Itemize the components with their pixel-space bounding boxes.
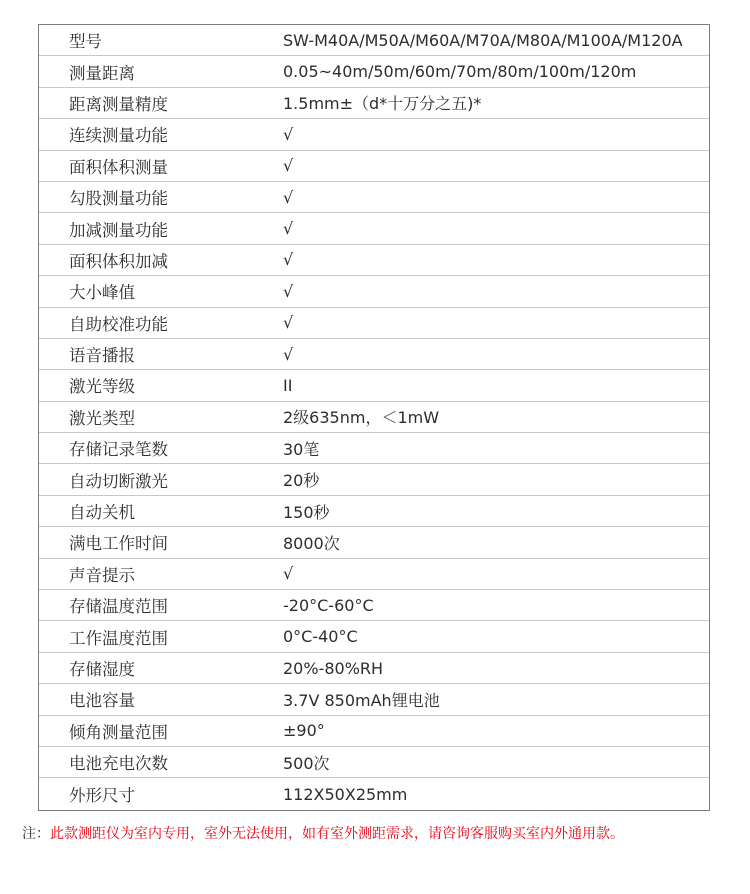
spec-row (39, 559, 709, 590)
spec-label: 倾角测量范围 (69, 722, 168, 742)
spec-label: 自助校准功能 (69, 314, 168, 334)
spec-row (39, 276, 709, 307)
note-prefix: 注： (22, 826, 50, 842)
spec-label: 存储温度范围 (69, 597, 168, 617)
spec-value: √ (283, 156, 294, 176)
spec-row (39, 119, 709, 150)
spec-label: 自动切断激光 (69, 471, 168, 491)
spec-label: 勾股测量功能 (69, 189, 168, 209)
spec-row (39, 496, 709, 527)
spec-value: √ (283, 219, 294, 239)
spec-label: 连续测量功能 (69, 126, 168, 146)
usage-note (22, 823, 624, 843)
spec-table (38, 24, 710, 811)
spec-label: 面积体积测量 (69, 157, 168, 177)
spec-value: 1.5mm±（d*十万分之五)* (283, 94, 482, 114)
spec-label: 声音提示 (69, 565, 135, 585)
spec-value: 0°C-40°C (283, 627, 358, 647)
spec-row (39, 653, 709, 684)
spec-row (39, 370, 709, 401)
note-text: 此款测距仪为室内专用，室外无法使用，如有室外测距需求，请咨询客服购买室内外通用款。 (50, 826, 624, 842)
spec-value: √ (283, 344, 294, 364)
spec-row (39, 56, 709, 87)
spec-value: √ (283, 124, 294, 144)
spec-value: √ (283, 250, 294, 270)
spec-row (39, 339, 709, 370)
spec-label: 面积体积加减 (69, 251, 168, 271)
spec-label: 大小峰值 (69, 283, 135, 303)
spec-value: √ (283, 313, 294, 333)
spec-row (39, 151, 709, 182)
spec-row (39, 182, 709, 213)
spec-label: 型号 (69, 32, 102, 52)
spec-value: -20°C-60°C (283, 595, 374, 615)
spec-label: 电池充电次数 (69, 754, 168, 774)
spec-value: II (283, 375, 293, 395)
spec-row (39, 402, 709, 433)
spec-label: 外形尺寸 (69, 786, 135, 806)
spec-label: 激光等级 (69, 377, 135, 397)
spec-row (39, 25, 709, 56)
spec-value: SW-M40A/M50A/M60A/M70A/M80A/M100A/M120A (283, 30, 683, 50)
spec-value: 20秒 (283, 471, 320, 491)
spec-label: 满电工作时间 (69, 534, 168, 554)
spec-label: 电池容量 (69, 691, 135, 711)
spec-row (39, 433, 709, 464)
spec-value: 3.7V 850mAh锂电池 (283, 690, 440, 710)
spec-label: 存储记录笔数 (69, 440, 168, 460)
spec-row (39, 213, 709, 244)
spec-row (39, 527, 709, 558)
spec-value: 500次 (283, 753, 330, 773)
spec-label: 工作温度范围 (69, 628, 168, 648)
spec-label: 激光类型 (69, 408, 135, 428)
spec-row (39, 621, 709, 652)
spec-row (39, 684, 709, 715)
spec-value: 112X50X25mm (283, 784, 408, 804)
spec-label: 测量距离 (69, 63, 135, 83)
spec-value: √ (283, 187, 294, 207)
spec-row (39, 590, 709, 621)
spec-value: √ (283, 564, 294, 584)
spec-label: 语音播报 (69, 346, 135, 366)
spec-value: 2级635nm，＜1mW (283, 408, 440, 428)
spec-row (39, 464, 709, 495)
spec-value: 30笔 (283, 439, 320, 459)
spec-row (39, 716, 709, 747)
spec-value: 150秒 (283, 502, 330, 522)
spec-row (39, 88, 709, 119)
spec-value: 20%-80%RH (283, 658, 384, 678)
spec-row (39, 245, 709, 276)
spec-row (39, 308, 709, 339)
spec-value: √ (283, 281, 294, 301)
spec-value: 8000次 (283, 533, 340, 553)
spec-label: 存储湿度 (69, 660, 135, 679)
spec-label: 加减测量功能 (69, 220, 168, 240)
spec-row (39, 747, 709, 778)
spec-value: ±90° (283, 721, 325, 741)
spec-label: 自动关机 (69, 503, 135, 523)
spec-row (39, 778, 709, 809)
spec-label: 距离测量精度 (69, 94, 168, 114)
spec-value: 0.05~40m/50m/60m/70m/80m/100m/120m (283, 62, 637, 82)
